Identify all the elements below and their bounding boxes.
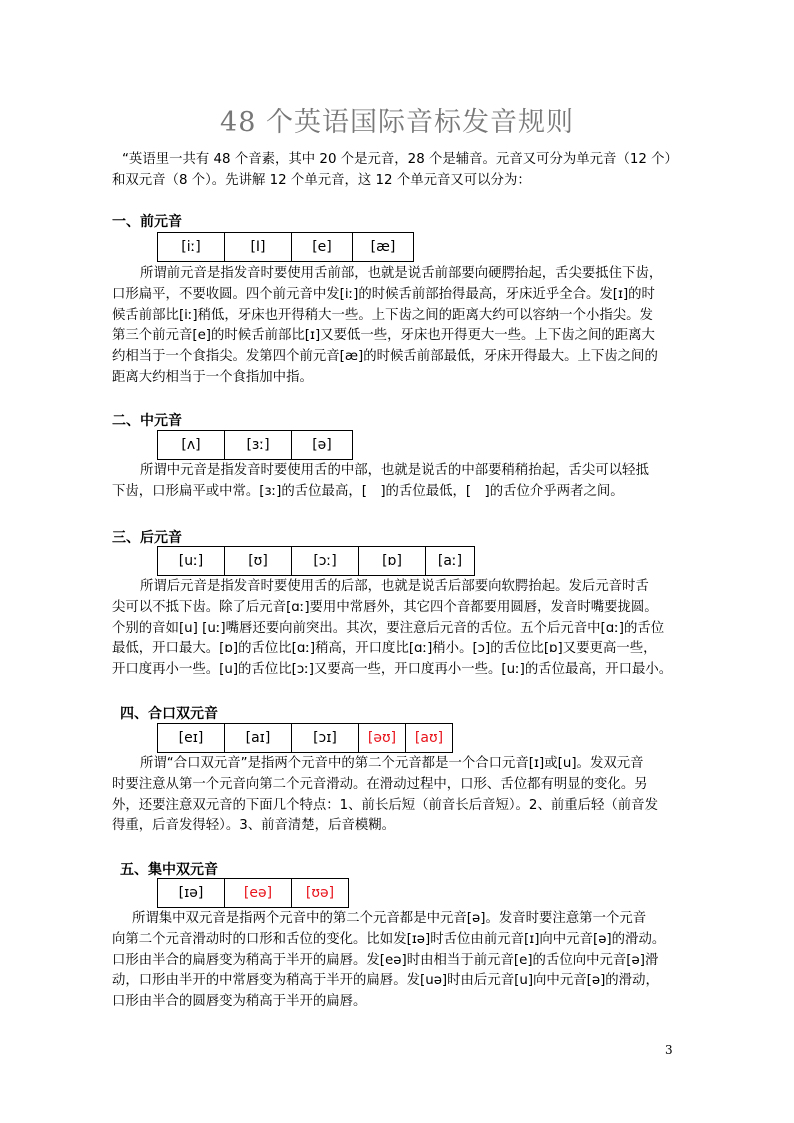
paragraph-line: 得重，后音发得轻）。3、前音清楚，后音模糊。 (112, 818, 396, 834)
paragraph-line: 口形由半合的扁唇变为稍高于半开的扁唇。发[eə]时由相当于前元音[e]的舌位向中元音[ə]滑 (112, 952, 659, 968)
front-vowel-paragraph (112, 264, 674, 389)
paragraph-line: 所谓前元音是指发音时要使用舌前部，也就是说舌前部要向硬腭抬起，舌尖要抵住下齿， (140, 266, 663, 281)
paragraph-line: 所谓集中双元音是指两个元音中的第二个元音都是中元音[ə]。发音时要注意第一个元音 (132, 911, 647, 926)
ipa-symbol-cell: [ɔɪ] (292, 724, 359, 753)
intro-paragraph (112, 150, 678, 192)
paragraph-line: 口形由半合的圆唇变为稍高于半开的扁唇。 (112, 994, 367, 1010)
paragraph-line: 时要注意从第一个元音向第二个元音滑动。在滑动过程中，口形、舌位都有明显的变化。另 (112, 776, 648, 792)
page-number: 3 (665, 1043, 673, 1057)
paragraph-line: 口形扁平，不要收圆。四个前元音中发[iː]的时候舌前部抬得最高，牙床近乎全合。发[ɪ]的时 (112, 286, 655, 302)
front-vowel-table (157, 232, 414, 262)
back-vowel-paragraph (112, 577, 674, 681)
ipa-symbol-cell: [ə] (292, 431, 353, 460)
section-heading-centering-diphthongs: 五、集中双元音 (120, 862, 218, 878)
paragraph-line: 所谓“合口双元音”是指两个元音中的第二个元音都是一个合口元音[ɪ]或[u]。发双元音 (140, 756, 644, 771)
paragraph-line: 个别的音如[u] [uː]嘴唇还要向前突出。其次，要注意后元音的舌位。五个后元音中[ɑː]的舌位 (112, 620, 665, 636)
paragraph-line: 所谓中元音是指发音时要使用舌的中部，也就是说舌的中部要稍稍抬起，舌尖可以轻抵 (140, 463, 649, 478)
closing-diphthong-paragraph (112, 754, 674, 837)
ipa-symbol-cell: [e] (292, 233, 353, 262)
ipa-symbol-cell: [uː] (158, 547, 225, 576)
ipa-symbol-cell: [aː] (426, 547, 475, 576)
paragraph-line: 第三个前元音[e]的时候舌前部比[ɪ]又要低一些，牙床也开得更大一些。上下齿之间的距离大 (112, 328, 655, 344)
paragraph-line: 动，口形由半开的中常唇变为稍高于半开的扁唇。发[uə]时由后元音[u]向中元音[ə]的滑动， (112, 973, 659, 989)
paragraph-line: 尖可以不抵下齿。除了后元音[ɑː]要用中常唇外，其它四个音都要用圆唇，发音时嘴要拢圆。 (112, 599, 658, 615)
intro-line: “英语里一共有 48 个音素，其中 20 个是元音，28 个是辅音。元音又可分为单元音（12 个） (122, 152, 678, 167)
ipa-symbol-cell: [ɜː] (225, 431, 292, 460)
ipa-symbol-cell-highlighted: [eə] (225, 879, 292, 908)
ipa-symbol-cell-highlighted: [aʊ] (406, 724, 453, 753)
ipa-symbol-cell: [ɒ] (359, 547, 426, 576)
closing-diphthong-table (157, 723, 453, 753)
ipa-symbol-cell: [ʌ] (158, 431, 225, 460)
intro-line: 和双元音（8 个）。先讲解 12 个单元音，这 12 个单元音又可以分为： (112, 172, 531, 188)
ipa-symbol-cell: [ɔː] (292, 547, 359, 576)
section-heading-central-vowels: 二、中元音 (112, 413, 182, 429)
ipa-symbol-cell: [aɪ] (225, 724, 292, 753)
central-vowel-table (157, 430, 353, 460)
ipa-symbol-cell: [æ] (353, 233, 414, 262)
paragraph-line: 开口度再小一些。[u]的舌位比[ɔː]又要高一些，开口度再小一些。[uː]的舌位最高，开口最小。 (112, 662, 673, 678)
back-vowel-table (157, 546, 475, 576)
paragraph-line: 所谓后元音是指发音时要使用舌的后部，也就是说舌后部要向软腭抬起。发后元音时舌 (140, 579, 649, 594)
ipa-symbol-cell: [ʊ] (225, 547, 292, 576)
ipa-symbol-cell: [I] (225, 233, 292, 262)
centering-diphthong-paragraph (112, 909, 674, 1013)
ipa-symbol-cell: [iː] (158, 233, 225, 262)
paragraph-line: 距离大约相当于一个食指加中指。 (112, 369, 313, 385)
section-heading-closing-diphthongs: 四、合口双元音 (120, 706, 218, 722)
paragraph-line: 约相当于一个食指尖。发第四个前元音[æ]的时候舌前部最低，牙床开得最大。上下齿之间的 (112, 349, 658, 365)
ipa-symbol-cell: [ɪə] (158, 879, 225, 908)
section-heading-front-vowels: 一、前元音 (112, 214, 182, 230)
paragraph-line: 候舌前部比[iː]稍低，牙床也开得稍大一些。上下齿之间的距离大约可以容纳一个小指尖。发 (112, 307, 653, 323)
paragraph-line: 向第二个元音滑动时的口形和舌位的变化。比如发[ɪə]时舌位由前元音[ɪ]向中元音[ə]的滑动。 (112, 931, 666, 947)
section-heading-back-vowels: 三、后元音 (112, 530, 182, 546)
ipa-symbol-cell-highlighted: [ʊə] (292, 879, 349, 908)
paragraph-line: 最低，开口最大。[ɒ]的舌位比[ɑː]稍高，开口度比[ɑː]稍小。[ɔ]的舌位比[ɒ]又要更高一些， (112, 641, 657, 657)
paragraph-line: 下齿，口形扁平或中常。[ɜː]的舌位最高，[ ]的舌位最低，[ ]的舌位介乎两者之间。 (112, 483, 624, 499)
page-title: 48 个英语国际音标发音规则 (220, 107, 574, 138)
ipa-symbol-cell: [eɪ] (158, 724, 225, 753)
central-vowel-paragraph (112, 461, 674, 503)
ipa-symbol-cell-highlighted: [əʊ] (359, 724, 406, 753)
centering-diphthong-table (157, 878, 349, 908)
paragraph-line: 外，还要注意双元音的下面几个特点：1、前长后短（前音长后音短）。2、前重后轻（前音发 (112, 797, 658, 813)
